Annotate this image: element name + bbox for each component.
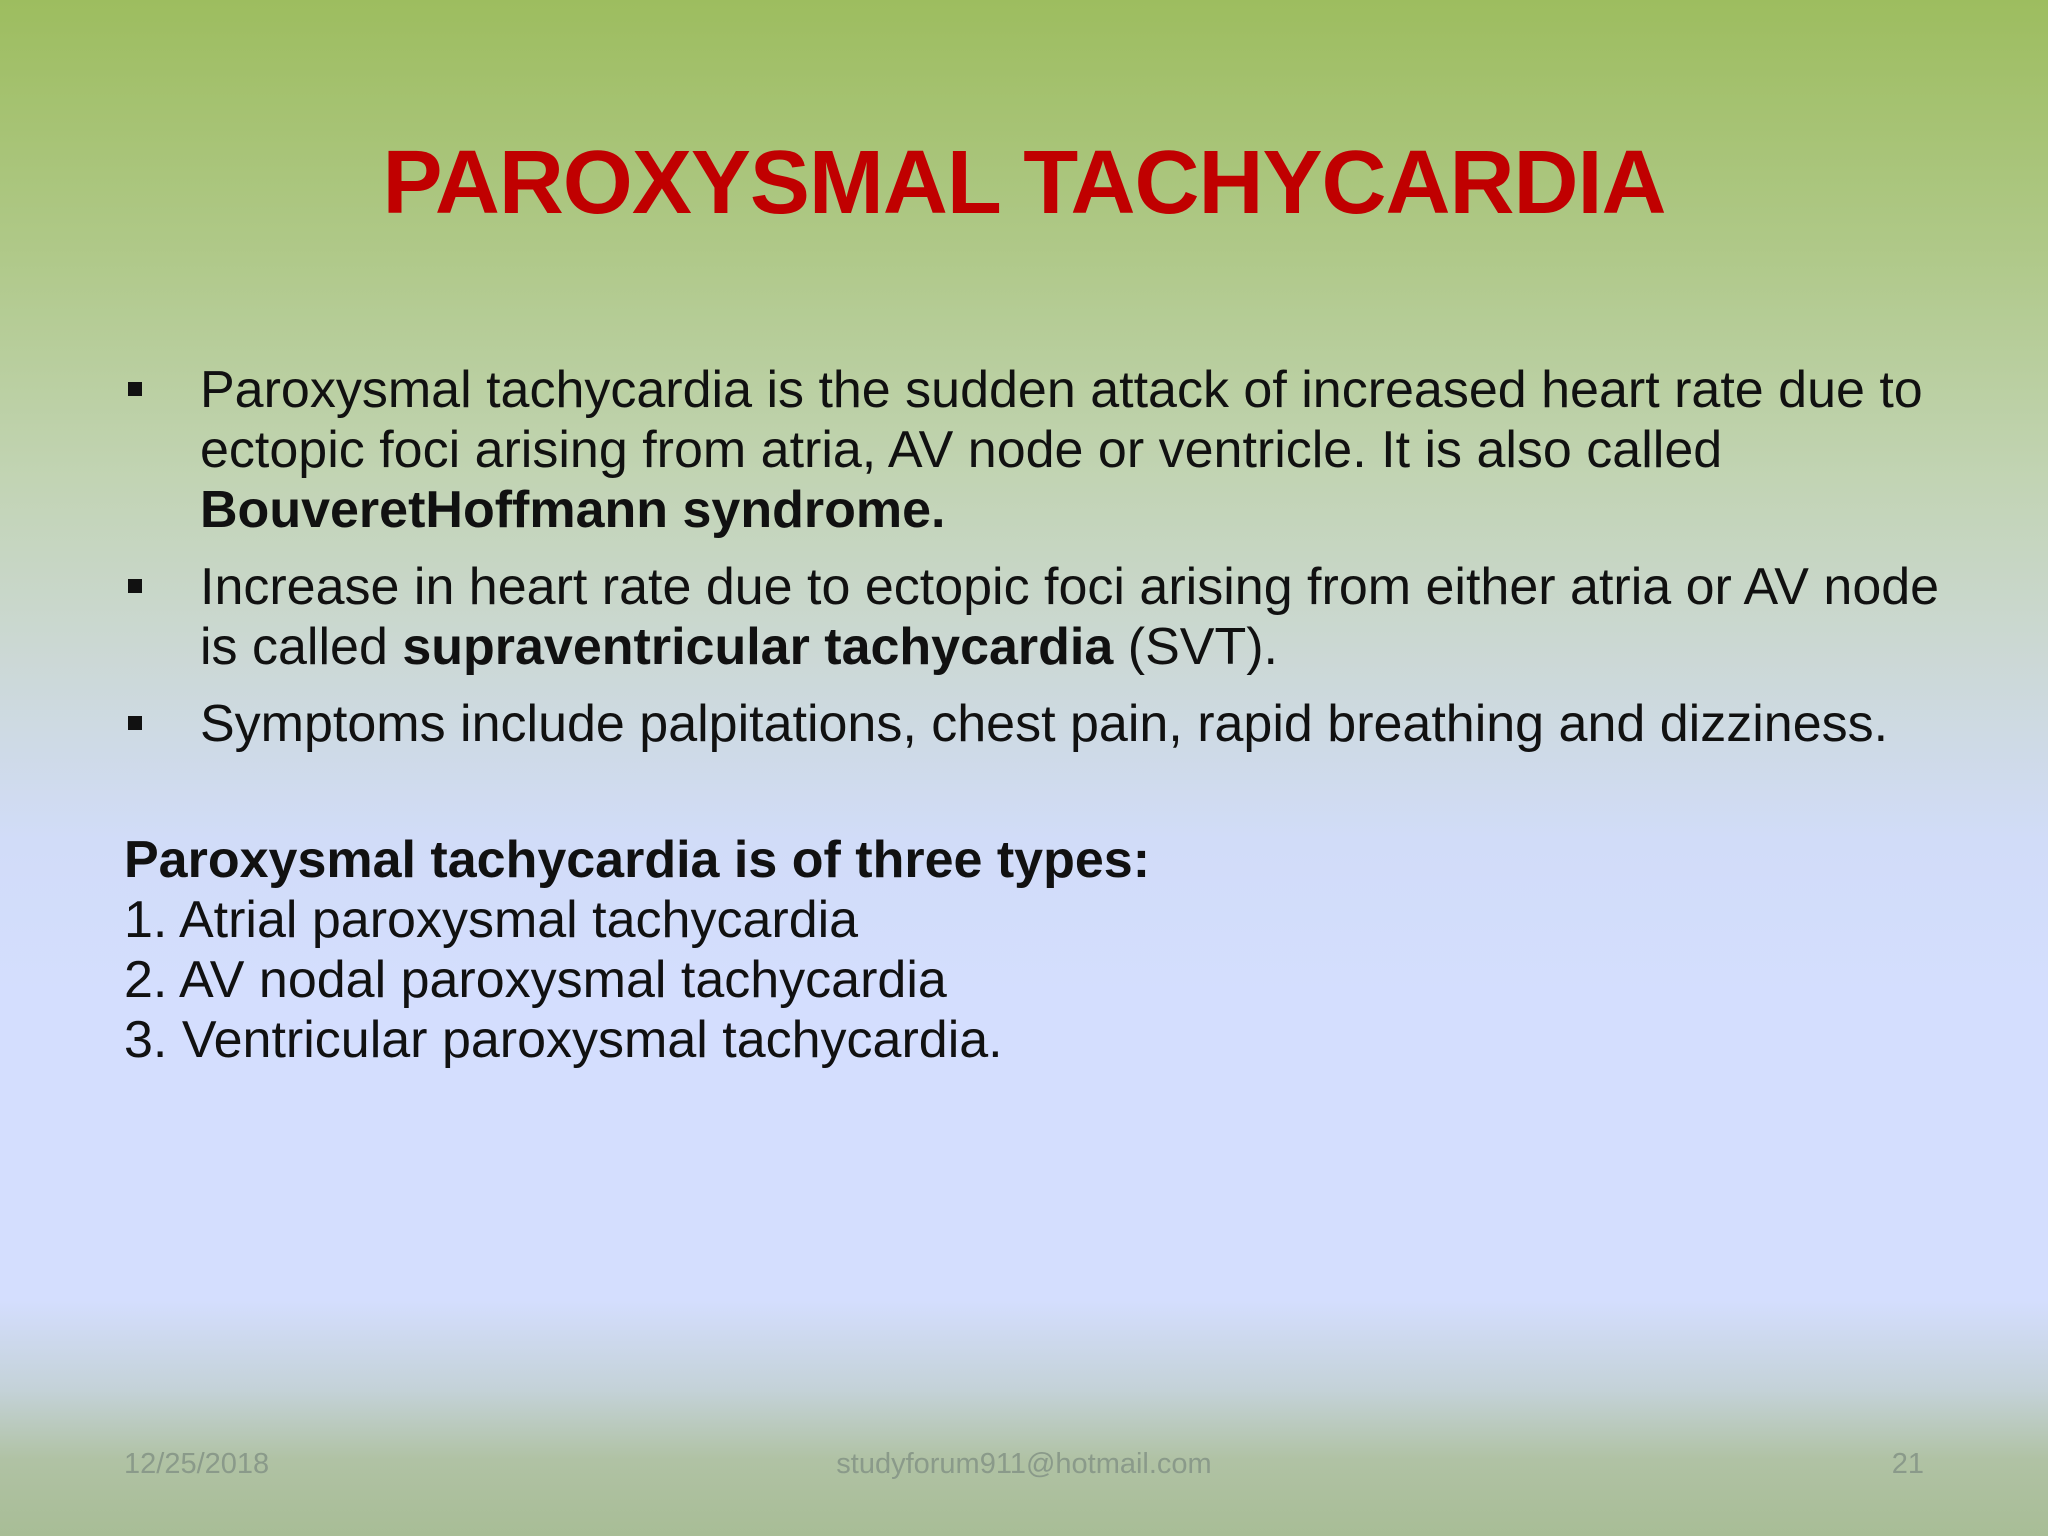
type-item: 1. Atrial paroxysmal tachycardia	[124, 891, 859, 949]
slide-title: PAROXYSMAL TACHYCARDIA	[382, 133, 1666, 233]
square-bullet-icon	[128, 716, 142, 730]
square-bullet-icon	[128, 579, 142, 593]
type-item: 2. AV nodal paroxysmal tachycardia	[124, 951, 947, 1009]
bullet-bold-text: BouveretHoffmann syndrome.	[200, 481, 946, 539]
types-heading: Paroxysmal tachycardia is of three types:	[124, 831, 1151, 889]
bullet-text: Symptoms include palpitations, chest pain, rapid breathing and dizziness.	[200, 695, 1889, 753]
footer-email: studyforum911@hotmail.com	[836, 1448, 1212, 1480]
type-item: 3. Ventricular paroxysmal tachycardia.	[124, 1011, 1003, 1069]
bullet-text: Increase in heart rate due to ectopic foci arising from either atria or AV node is called	[200, 558, 1940, 676]
bullet-bold-text: supraventricular tachycardia	[402, 618, 1114, 676]
bullet-text: Paroxysmal tachycardia is the sudden attack of increased heart rate due to ectopic foci arising from atria, AV node or ventricle. It is also called	[200, 361, 1923, 479]
bullet-text-after: (SVT).	[1113, 618, 1278, 676]
types-section	[124, 830, 1150, 1070]
bullet-item	[124, 557, 1974, 677]
square-bullet-icon	[128, 382, 142, 396]
bullet-item	[124, 360, 1974, 540]
bullet-item	[124, 694, 1974, 754]
footer-page-number: 21	[1891, 1448, 1924, 1480]
footer-date: 12/25/2018	[124, 1448, 270, 1480]
bullet-list	[124, 360, 1974, 771]
